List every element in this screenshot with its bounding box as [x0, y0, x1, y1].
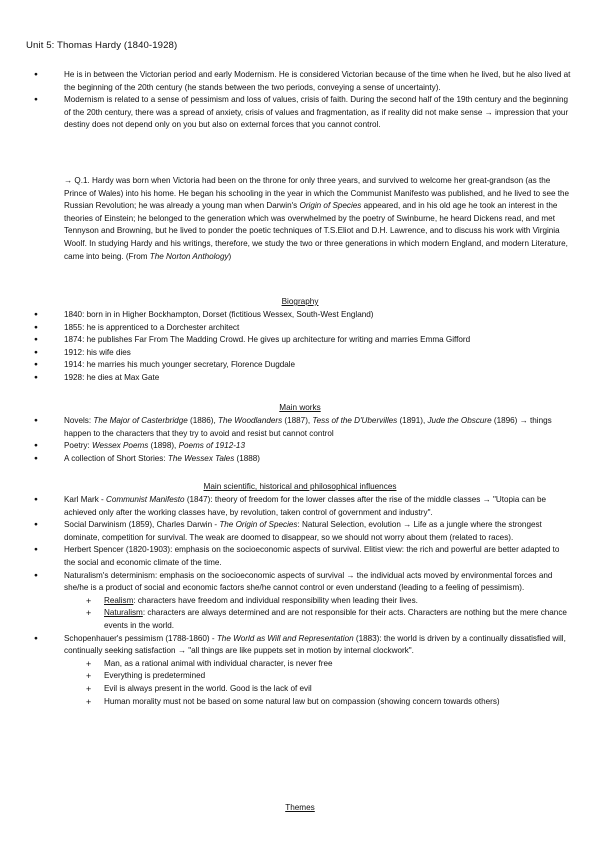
themes-heading: Themes	[285, 803, 315, 812]
biography-item: ● 1855: he is apprenticed to a Dorchester architect	[0, 322, 600, 335]
influence-darwin: ● Social Darwinism (1859), Charles Darwin - The Origin of Species: Natural Selection, evolution → Life as a jungle where the strongest dominate, competition for survival. The weak are doomed to disappear, so we should not worry about them (related to races).	[0, 519, 600, 544]
biography-item: ● 1914: he marries his much younger secretary, Florence Dugdale	[0, 359, 600, 372]
biography-item: ● 1912: his wife dies	[0, 347, 600, 360]
sub-item: + Evil is always present in the world. Good is the lack of evil	[0, 683, 600, 696]
works-poetry: ● Poetry: Wessex Poems (1898), Poems of 1912-13	[0, 440, 600, 453]
novel-title: The Major of Casterbridge	[93, 416, 188, 425]
works-novels: ● Novels: The Major of Casterbridge (1886), The Woodlanders (1887), Tess of the D'Ubervilles (1891), Jude the Obscure (1896) → things happen to the characters that they try to avoid and resist but cannot control	[0, 415, 600, 440]
works-stories: ● A collection of Short Stories: The Wessex Tales (1888)	[0, 453, 600, 466]
works-heading: Main works	[279, 403, 321, 412]
stories-title: The Wessex Tales	[167, 453, 235, 463]
biography-heading: Biography	[281, 297, 319, 306]
q1-source-title: The Norton Anthology	[149, 251, 229, 261]
biography-item: ● 1928: he dies at Max Gate	[0, 372, 600, 385]
novel-title: The Woodlanders	[218, 416, 283, 425]
q1-paragraph	[0, 175, 600, 263]
influences-list	[0, 494, 600, 708]
intro-bullet-modernism: ● Modernism is related to a sense of pessimism and loss of values, crisis of faith. During the second half of the 19th century and the beginning of the 20th century, there was a spread of anxiety, crisis of values and fragmentation, as if reality did not make sense → impression that your destiny does not depend only on you but also on external forces that you cannot control.	[0, 94, 600, 132]
q1-text-a: → Q.1. Hardy was born when Victoria had been on the throne for only three years, and survived to welcome her great-grandson (as the Prince of Wales) into his home. He began his schooling in the year in which the Communist Manifesto was published, and he lived to see the Russian Revolution; he was already a young man when Darwin's	[64, 176, 570, 211]
intro-list	[0, 69, 600, 132]
influence-spencer: ● Herbert Spencer (1820-1903): emphasis on the socioeconomic aspects of survival. Elitist view: the rich and powerful are better adapted to the social and economic climate of the time.	[0, 544, 600, 569]
sub-item: + Human morality must not be based on some natural law but on compassion (showing concern towards others)	[0, 696, 600, 709]
poem-title: Poems of 1912-13	[178, 441, 245, 451]
q1-text-c: appeared, and in his old age he took an interest in the theories of Einstein; he belonged to the generation which was overwhelmed by the poetry of Swinburne, he heard Dickens read, and met Tennyson and Browning, but he lived to ponder the poetic techniques of T.S.Eliot and D.H. Lawrence, and to discuss his work with Virginia Woolf. In studying Hardy and his writings, therefore, we study the two or three generations in which modern England, and modern Literature, came into being. (From	[64, 201, 568, 261]
novel-title: Jude the Obscure	[427, 416, 492, 425]
influence-naturalism: ● Naturalism's determinism: emphasis on the socioeconomic aspects of survival → the individual acts moved by environmental forces and she/he is a product of social and economic factors she/he cannot control or even understand (leading to a feeling of pessimism).	[0, 570, 600, 595]
intro-bullet-period: ● He is in between the Victorian period and early Modernism. He is considered Victorian because of the time when he lived, but he also lived at the beginning of the 20th century (he stands between the two periods, conveying a sense of uncertainty).	[0, 69, 600, 94]
biography-item: ● 1840: born in in Higher Bockhampton, Dorset (fictitious Wessex, South-West England)	[0, 309, 600, 322]
works-list	[0, 415, 600, 465]
sub-item: + Everything is predetermined	[0, 670, 600, 683]
influence-schopenhauer: ● Schopenhauer's pessimism (1788-1860) - The World as Will and Representation (1883): the world is driven by a continually dissatisfied will, continually seeking satisfaction → "all things are like puppets set in motion by internal clockwork".	[0, 633, 600, 658]
sub-item: + Man, as a rational animal with individual character, is never free	[0, 658, 600, 671]
poem-title: Wessex Poems	[92, 441, 149, 451]
biography-item: ● 1874: he publishes Far From The Madding Crowd. He gives up architecture for writing and marries Emma Gifford	[0, 334, 600, 347]
influences-heading: Main scientific, historical and philosophical influences	[203, 482, 397, 491]
page-title: Unit 5: Thomas Hardy (1840-1928)	[26, 40, 178, 51]
sub-item-realism: + Realism: characters have freedom and individual responsibility when leading their lives.	[0, 595, 600, 608]
biography-list	[0, 309, 600, 385]
sub-item-naturalism: + Naturalism: characters are always determined and are not responsible for their acts. Characters are nothing but the mere chance events in the world.	[0, 607, 600, 632]
influence-marx: ● Karl Mark - Communist Manifesto (1847): theory of freedom for the lower classes after the rise of the middle classes → "Utopia can be achieved only after the working classes have, by revolution, taken control of government and industry".	[0, 494, 600, 519]
novel-title: Tess of the D'Ubervilles	[312, 416, 398, 425]
q1-origin-title: Origin of Species	[299, 201, 362, 211]
q1-text-e: )	[228, 251, 232, 261]
